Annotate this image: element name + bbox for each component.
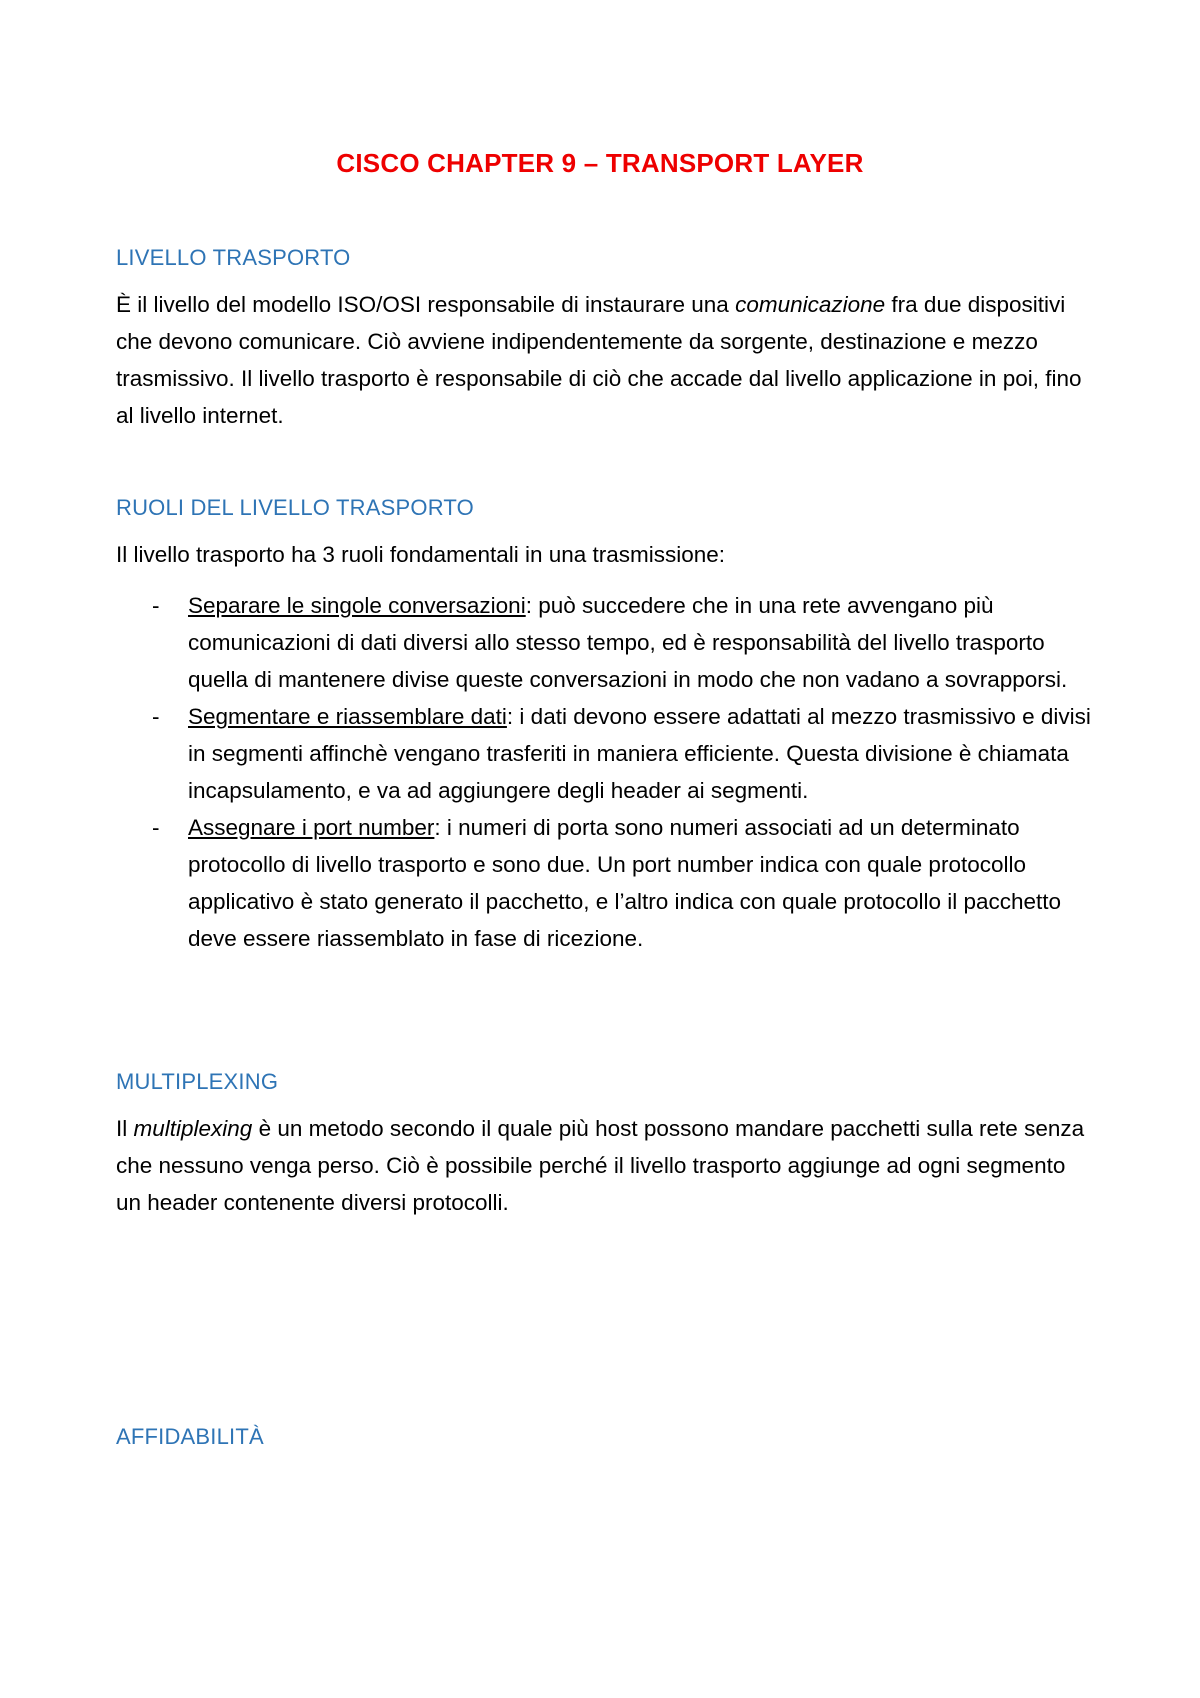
dash-bullet: - [152,593,160,618]
paragraph-text: fra due dispositivi che devono comunicare. Ciò avviene indipendentemente da sorgente, destinazione e mezzo trasmissivo. Il livello trasporto è responsabile di ciò che accade dal livello applicazione in poi, fino al livello internet. [116,292,1082,428]
list-item [116,809,1096,957]
list-item-text: : i numeri di porta sono numeri associati ad un determinato protocollo di livello trasporto e sono due. Un port number indica con quale protocollo applicativo è stato generato il pacchetto, e l’altro indica con quale protocollo il pacchetto deve essere riassemblato in fase di ricezione. [188,815,1062,951]
paragraph-ruoli-intro: Il livello trasporto ha 3 ruoli fondamentali in una trasmissione: [116,542,726,567]
list-item-text: : i dati devono essere adattati al mezzo trasmissivo e divisi in segmenti affinchè vengano trasferiti in maniera efficiente. Questa divisione è chiamata incapsulamento, e va ad aggiungere degli header ai segmenti. [188,704,1091,803]
document-title: CISCO CHAPTER 9 – TRANSPORT LAYER [336,148,864,178]
list-item [116,587,1096,698]
paragraph-multiplexing [116,1110,1096,1221]
heading-multiplexing: MULTIPLEXING [116,1069,279,1094]
paragraph-text: Il [116,1116,134,1141]
ruoli-list [116,587,1096,957]
dash-bullet: - [152,815,160,840]
paragraph-text: È il livello del modello ISO/OSI responsabile di instaurare una [116,292,736,317]
list-item-term: Separare le singole conversazioni [188,593,526,618]
paragraph-livello-trasporto [116,286,1096,434]
paragraph-text: è un metodo secondo il quale più host possono mandare pacchetti sulla rete senza che nessuno venga perso. Ciò è possibile perché il livello trasporto aggiunge ad ogni segmento un header contenente diversi protocolli. [116,1116,1085,1215]
list-item [116,698,1096,809]
heading-ruoli: RUOLI DEL LIVELLO TRASPORTO [116,495,474,520]
list-item-term: Segmentare e riassemblare dati [188,704,507,729]
dash-bullet: - [152,704,160,729]
heading-livello-trasporto: LIVELLO TRASPORTO [116,245,351,270]
heading-affidabilita: AFFIDABILITÀ [116,1424,264,1449]
list-item-text: : può succedere che in una rete avvengano più comunicazioni di dati diversi allo stesso tempo, ed è responsabilità del livello trasporto quella di mantenere divise queste conversazioni in modo che non vadano a sovrapporsi. [188,593,1068,692]
emphasis-text: comunicazione [735,292,886,317]
list-item-term: Assegnare i port number [188,815,435,840]
emphasis-text: multiplexing [133,1116,253,1141]
